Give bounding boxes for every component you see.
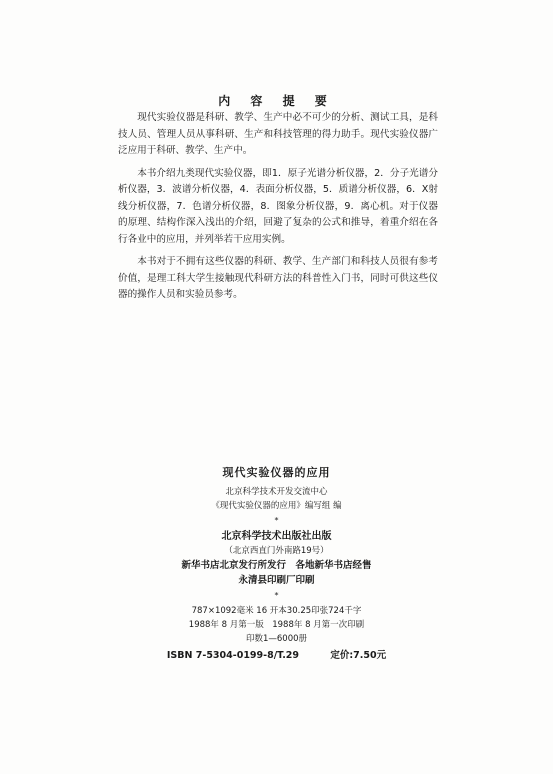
- colophon: [0, 464, 553, 664]
- edition-info: 1988年 8 月第一版 1988年 8 月第一次印刷: [188, 620, 365, 630]
- summary-paragraph-1: 现代实验仪器是科研、教学、生产中必不可少的分析、测试工具，是科技人员、管理人员从事科研、生产和科技管理的得力助手。现代实验仪器广泛应用于科研、教学、生产中。: [118, 112, 438, 156]
- summary-paragraph-3: 本书对于不拥有这些仪器的科研、教学、生产部门和科技人员很有参考价值，是理工科大学生接触现代科研方法的科普性入门书，同时可供这些仪器的操作人员和实验员参考。: [118, 256, 438, 300]
- summary-title: 内 容 提 要: [218, 94, 335, 108]
- format-specs: 787×1092毫米 16 开本30.25印张724千字: [191, 606, 362, 616]
- compiler-organization: 北京科学技术开发交流中心: [225, 487, 328, 497]
- summary-body: [118, 110, 438, 310]
- publisher-address: （北京西直门外南路19号）: [224, 546, 329, 556]
- printer: 永清县印刷厂印刷: [238, 575, 315, 586]
- separator-star-1: *: [274, 516, 279, 525]
- isbn: ISBN 7-5304-0199-8/T.29: [166, 650, 300, 661]
- print-run: 印数1—6000册: [245, 634, 308, 644]
- publisher: 北京科学技术出版社出版: [221, 531, 332, 542]
- distributor: 新华书店北京发行所发行 各地新华书店经售: [181, 560, 372, 571]
- compiler-group: 《现代实验仪器的应用》编写组 编: [211, 501, 342, 511]
- price: 定价:7.50元: [330, 650, 387, 661]
- book-title: 现代实验仪器的应用: [222, 466, 331, 479]
- summary-paragraph-2: 本书介绍九类现代实验仪器，即1．原子光谱分析仪器，2．分子光谱分析仪器，3．波谱分析仪器，4．表面分析仪器，5．质谱分析仪器，6．X射线分析仪器，7．色谱分析仪器，8．图象分析仪器，9．离心机。对于仪器的原理、结构作深入浅出的介绍，回避了复杂的公式和推导，着重介绍在各行各业中的应用，并列举若干应用实例。: [118, 167, 438, 245]
- isbn-price-row: [0, 648, 553, 664]
- separator-star-2: *: [274, 591, 279, 600]
